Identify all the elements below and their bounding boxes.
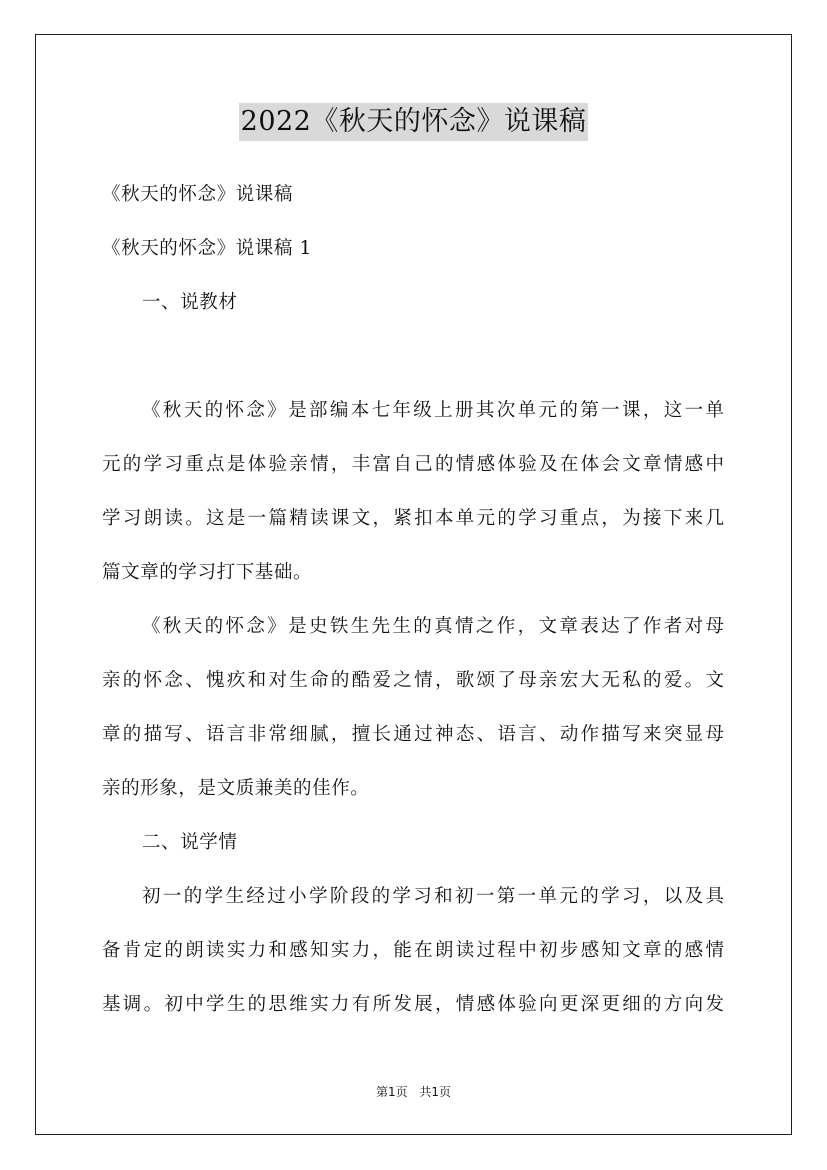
- paragraph-1-line-2: 元的学习重点是体验亲情，丰富自己的情感体验及在体会文章情感中: [102, 454, 724, 475]
- document-title-text: 2022《秋天的怀念》说课稿: [239, 103, 589, 141]
- paragraph-1-line-4: 篇文章的学习打下基础。: [102, 562, 313, 583]
- part1-heading: 一、说教材: [142, 292, 238, 313]
- paragraph-1-line-1: 《秋天的怀念》是部编本七年级上册其次单元的第一课，这一单: [142, 400, 724, 421]
- paragraph-2-line-3: 章的描写、语言非常细腻，擅长通过神态、语言、动作描写来突显母: [102, 724, 724, 745]
- paragraph-3-line-3: 基调。初中学生的思维实力有所发展，情感体验向更深更细的方向发: [102, 994, 724, 1015]
- document-subtitle: 《秋天的怀念》说课稿: [102, 184, 294, 205]
- paragraph-3-line-2: 备肯定的朗读实力和感知实力，能在朗读过程中初步感知文章的感情: [102, 940, 724, 961]
- paragraph-1-line-3: 学习朗读。这是一篇精读课文，紧扣本单元的学习重点，为接下来几: [102, 508, 724, 529]
- paragraph-2-line-1: 《秋天的怀念》是史铁生先生的真情之作，文章表达了作者对母: [142, 616, 724, 637]
- page-number: 第1页: [375, 1085, 408, 1099]
- paragraph-2-line-4: 亲的形象，是文质兼美的佳作。: [102, 778, 370, 799]
- page-total: 共1页: [419, 1085, 452, 1099]
- section-heading: 《秋天的怀念》说课稿 1: [102, 238, 312, 259]
- paragraph-2-line-2: 亲的怀念、愧疚和对生命的酷爱之情，歌颂了母亲宏大无私的爱。文: [102, 670, 724, 691]
- page-footer: [0, 1084, 827, 1100]
- part2-heading: 二、说学情: [142, 832, 238, 853]
- document-title: [0, 103, 827, 141]
- paragraph-3-line-1: 初一的学生经过小学阶段的学习和初一第一单元的学习，以及具: [142, 886, 724, 907]
